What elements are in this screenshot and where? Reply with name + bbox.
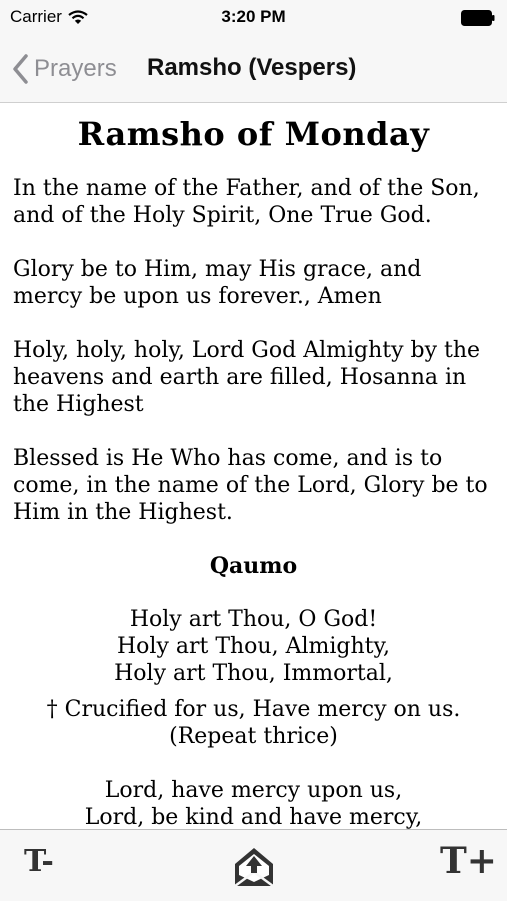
section-heading: Qaumo	[209, 553, 298, 579]
chevron-left-icon	[12, 54, 28, 84]
crucified-line: † Crucified for us, Have mercy on us.	[46, 697, 461, 722]
bottom-toolbar	[0, 829, 507, 901]
navigation-bar	[0, 36, 507, 103]
back-button[interactable]	[12, 51, 117, 87]
paragraph: Holy, holy, holy, Lord God Almighty by the heavens and earth are filled, Hosanna in the Highest	[13, 338, 481, 417]
repeat-note: (Repeat thrice)	[169, 724, 338, 749]
paragraph: Blessed is He Who has come, and is to come, in the name of the Lord, Glory be to Him in the Highest.	[13, 446, 488, 525]
qaumo-line: Holy art Thou, Almighty,	[116, 634, 390, 659]
prayer-title: Ramsho of Monday	[77, 115, 430, 153]
share-envelope-icon[interactable]	[233, 842, 275, 888]
prayer-content[interactable]	[0, 103, 507, 829]
increase-font-button[interactable]: T+	[440, 840, 497, 882]
back-label: Prayers	[34, 55, 117, 82]
status-time: 3:20 PM	[221, 7, 286, 26]
nav-title: Ramsho (Vespers)	[147, 54, 357, 81]
closing-line: Lord, have mercy upon us,	[104, 778, 403, 803]
status-bar	[0, 0, 507, 36]
closing-line: Lord, be kind and have mercy,	[84, 805, 423, 829]
qaumo-line: Holy art Thou, Immortal,	[114, 661, 393, 686]
paragraph: In the name of the Father, and of the Son, and of the Holy Spirit, One True God.	[13, 176, 480, 228]
qaumo-line: Holy art Thou, O God!	[129, 607, 378, 632]
carrier-label: Carrier	[10, 7, 62, 26]
paragraph: Glory be to Him, may His grace, and mercy be upon us forever., Amen	[13, 257, 422, 309]
decrease-font-button[interactable]: T-	[24, 844, 54, 879]
battery-icon	[461, 10, 495, 26]
